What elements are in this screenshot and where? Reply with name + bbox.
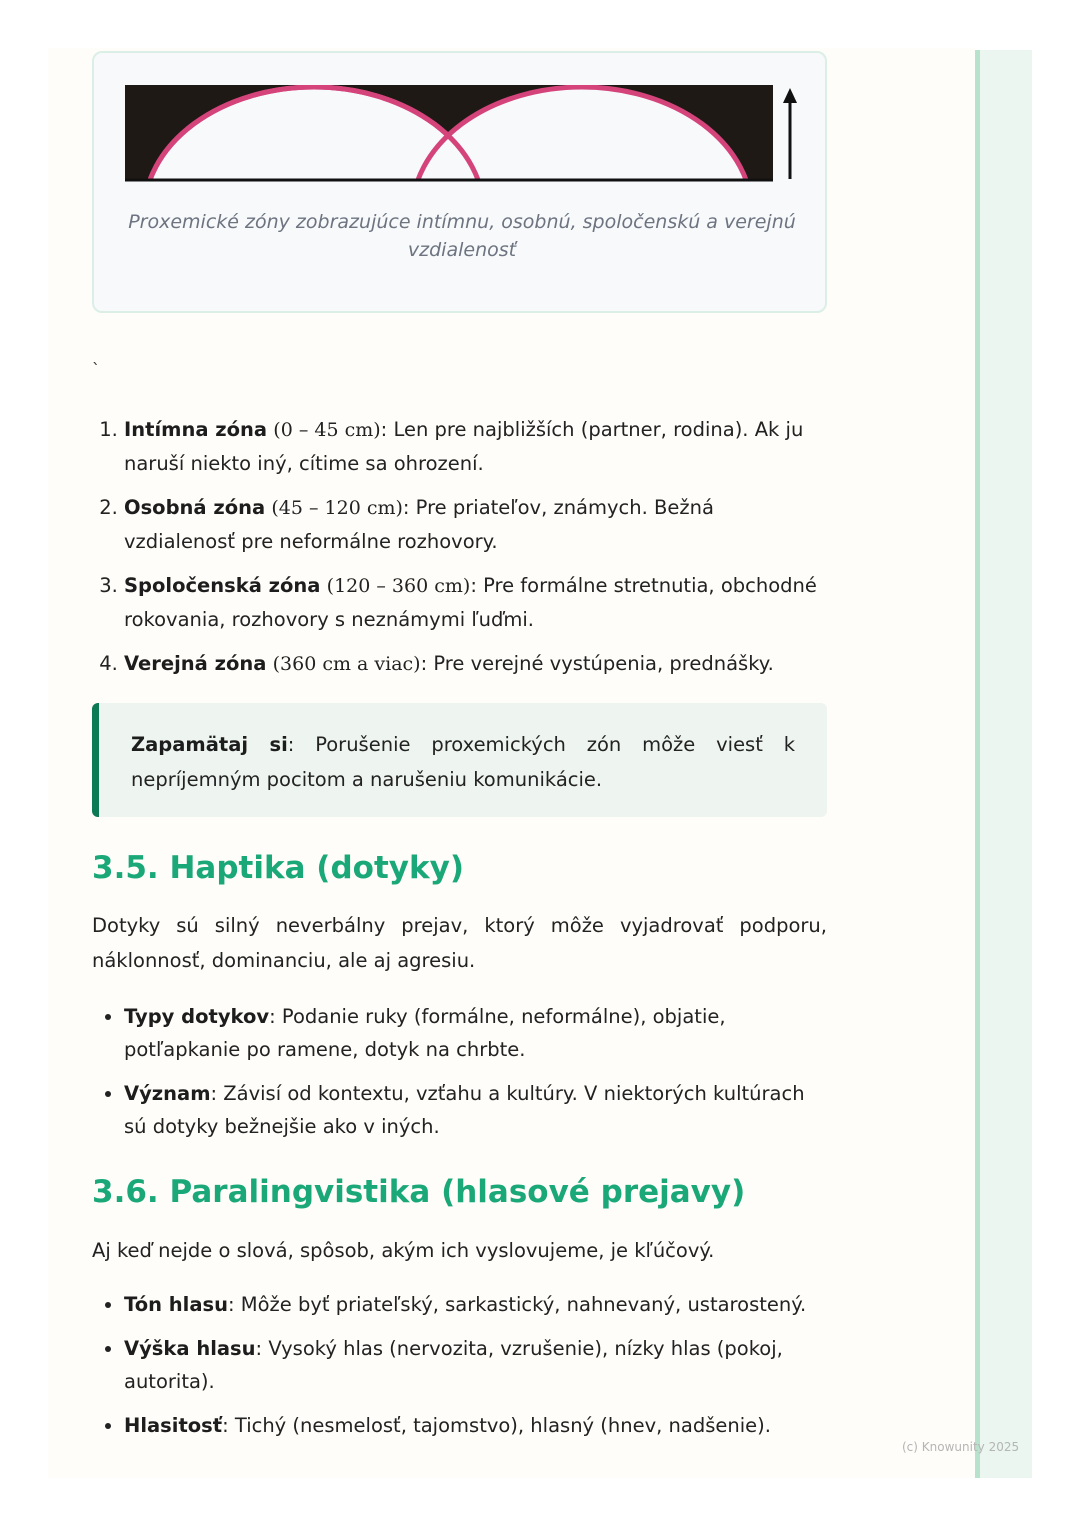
zone-range: (0 – 45 cm) (273, 419, 381, 441)
list-item (124, 1077, 827, 1143)
bullet-text: : Podanie ruky (formálne, neformálne), objatie, potľapkanie po ramene, dotyk na chrbte. (124, 1005, 726, 1061)
list-item (124, 1000, 827, 1066)
list-item (124, 1409, 827, 1442)
paralingvistika-list (92, 1288, 827, 1453)
bullet-text: : Závisí od kontextu, vzťahu a kultúry. V niektorých kultúrach sú dotyky bežnejšie ako v iných. (124, 1082, 805, 1138)
remember-callout (92, 703, 827, 817)
bullet-text: : Tichý (nesmelosť, tajomstvo), hlasný (hnev, nadšenie). (222, 1414, 771, 1437)
section-heading-paralingvistika: 3.6. Paralingvistika (hlasové prejavy) (92, 1174, 746, 1210)
list-item (124, 1332, 827, 1398)
section-intro: Aj keď nejde o slová, spôsob, akým ich vyslovujeme, je kľúčový. (92, 1239, 715, 1262)
list-item (124, 569, 827, 636)
copyright-footer: (c) Knowunity 2025 (902, 1440, 1020, 1454)
bullet-term: Tón hlasu (124, 1293, 228, 1316)
proxemic-zones-list (92, 413, 827, 692)
list-item (124, 1288, 827, 1321)
stray-backtick: ` (92, 360, 100, 379)
bullet-term: Výška hlasu (124, 1337, 256, 1360)
list-item (124, 647, 827, 681)
bullet-text: : Vysoký hlas (nervozita, vzrušenie), nízky hlas (pokoj, autorita). (124, 1337, 783, 1393)
figure-caption: Proxemické zóny zobrazujúce intímnu, osobnú, spoločenskú a verejnú vzdialenosť (128, 211, 796, 261)
bullet-term: Typy dotykov (124, 1005, 270, 1028)
section-intro: Dotyky sú silný neverbálny prejav, ktorý môže vyjadrovať podporu, náklonnosť, dominanciu, ale aj agresiu. (92, 914, 827, 972)
bullet-term: Hlasitosť (124, 1414, 223, 1437)
zone-range: (360 cm a viac) (272, 653, 421, 675)
bullet-text: : Môže byť priateľský, sarkastický, nahnevaný, ustarostený. (228, 1293, 807, 1316)
callout-label: Zapamätaj si (131, 733, 288, 756)
callout-text: : Porušenie proxemických zón môže viesť k nepríjemným pocitom a narušeniu komunikácie. (131, 733, 795, 791)
zone-name: Osobná zóna (124, 496, 266, 519)
zone-range: (45 – 120 cm) (271, 497, 403, 519)
zone-description: : Pre priateľov, známych. Bežná vzdialenosť pre neformálne rozhovory. (124, 496, 714, 553)
proxemics-figure (92, 51, 827, 313)
side-panel (975, 50, 1032, 1478)
haptika-list (92, 1000, 827, 1154)
zone-name: Intímna zóna (124, 418, 268, 441)
zone-description: : Len pre najbližších (partner, rodina). Ak ju naruší niekto iný, cítime sa ohrození. (124, 418, 804, 475)
zone-range: (120 – 360 cm) (326, 575, 471, 597)
list-item (124, 491, 827, 558)
arrow-up-icon (783, 88, 797, 179)
proxemic-zones-diagram (124, 83, 800, 185)
zone-description: : Pre formálne stretnutia, obchodné rokovania, rozhovory s neznámymi ľuďmi. (124, 574, 817, 631)
zone-name: Spoločenská zóna (124, 574, 321, 597)
list-item (124, 413, 827, 480)
zone-name: Verejná zóna (124, 652, 267, 675)
zone-description: : Pre verejné vystúpenia, prednášky. (420, 652, 774, 675)
section-heading-haptika: 3.5. Haptika (dotyky) (92, 850, 464, 886)
bullet-term: Význam (124, 1082, 211, 1105)
